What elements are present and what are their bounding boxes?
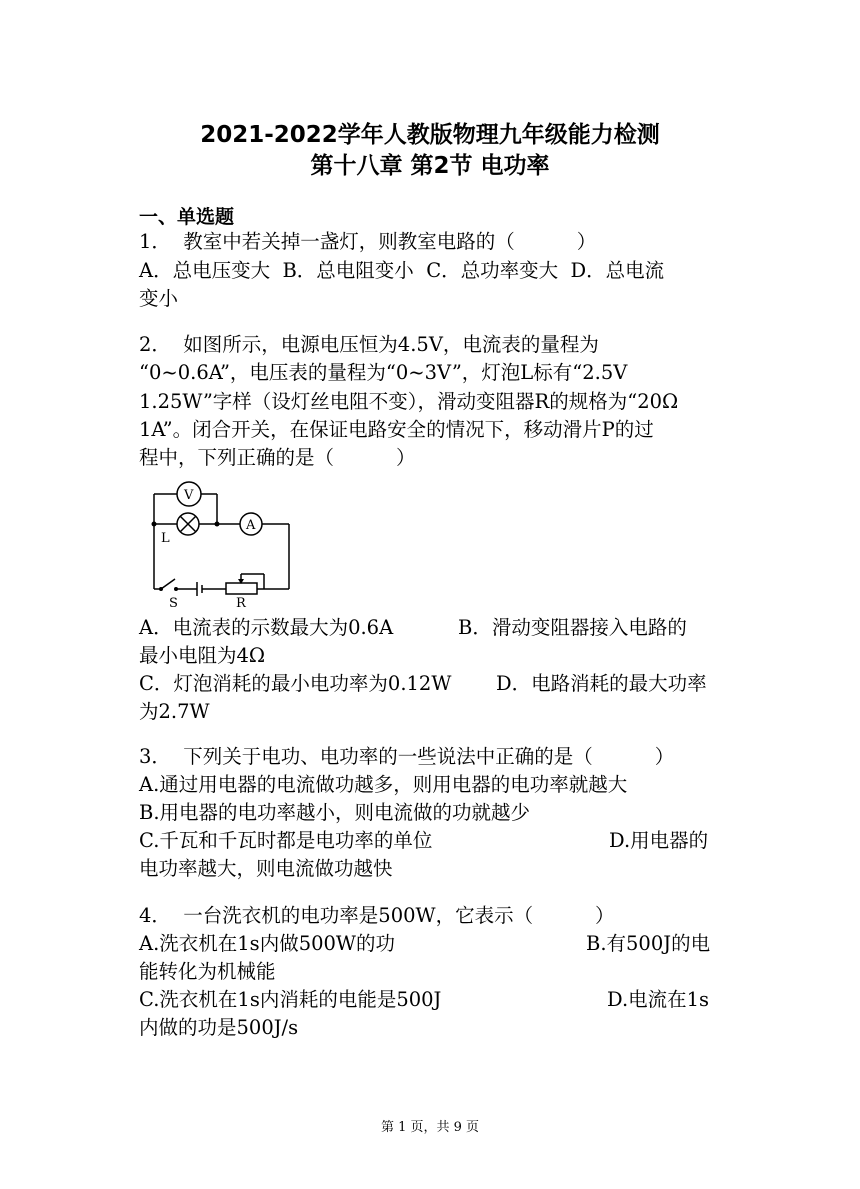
q1-options-cont: 变小 <box>139 287 179 310</box>
q2-stem-5: 程中，下列正确的是（ ） <box>139 446 416 469</box>
q3-stem: 3． 下列关于电功、电功率的一些说法中正确的是（ ） <box>139 745 675 768</box>
q4-option-d-cont: 内做的功是500J/s <box>139 1016 299 1039</box>
switch-label: S <box>169 596 178 610</box>
q1-stem: 1． 教室中若关掉一盏灯，则教室电路的（ ） <box>139 230 597 253</box>
q4-option-b-cont: 能转化为机械能 <box>139 960 276 983</box>
q3-option-b: B.用电器的电功率越小，则电流做的功就越少 <box>139 801 531 824</box>
q2-stem-4: 1A”。闭合开关，在保证电路安全的情况下，移动滑片P的过 <box>139 418 654 441</box>
q3-option-d: D.用电器的 <box>609 829 709 852</box>
lamp-label: L <box>161 531 170 546</box>
q2-option-a: A．电流表的示数最大为0.6A <box>139 616 394 639</box>
page-footer: 第 1 页，共 9 页 <box>380 1120 480 1135</box>
q3-option-d-cont: 电功率越大，则电流做功越快 <box>139 857 393 880</box>
voltmeter-label: V <box>184 488 194 503</box>
ammeter-label: A <box>246 518 256 533</box>
section-heading: 一、单选题 <box>139 206 235 228</box>
q2-stem-3: 1.25W”字样（设灯丝电阻不变），滑动变阻器R的规格为“20Ω <box>139 390 679 413</box>
q2-option-c: C．灯泡消耗的最小电功率为0.12W <box>139 672 452 695</box>
q4-option-b: B.有500J的电 <box>586 932 711 955</box>
circuit-diagram <box>139 476 299 610</box>
chapter-subtitle: 第十八章 第2节 电功率 <box>310 153 550 179</box>
q2-option-d-cont: 为2.7W <box>139 700 210 723</box>
q2-option-b: B．滑动变阻器接入电路的 <box>458 616 687 639</box>
q3-option-a: A.通过用电器的电流做功越多，则用电器的电功率就越大 <box>139 773 628 796</box>
q4-option-d: D.电流在1s <box>607 988 710 1011</box>
rheostat-label: R <box>236 596 246 610</box>
q3-option-c: C.千瓦和千瓦时都是电功率的单位 <box>139 829 433 852</box>
q4-stem: 4． 一台洗衣机的电功率是500W，它表示（ ） <box>139 904 615 927</box>
q2-stem-1: 2． 如图所示，电源电压恒为4.5V，电流表的量程为 <box>139 333 599 356</box>
q2-option-b-cont: 最小电阻为4Ω <box>139 644 266 667</box>
q2-option-d: D．电路消耗的最大功率 <box>496 672 707 695</box>
q1-options: A．总电压变大 B．总电阻变小 C．总功率变大 D．总电流 <box>139 259 665 282</box>
q4-option-c: C.洗衣机在1s内消耗的电能是500J <box>139 988 442 1011</box>
document-title: 2021-2022学年人教版物理九年级能力检测 <box>200 122 660 148</box>
q2-stem-2: “0~0.6A”，电压表的量程为“0~3V”，灯泡L标有“2.5V <box>139 361 628 384</box>
q4-option-a: A.洗衣机在1s内做500W的功 <box>139 932 395 955</box>
